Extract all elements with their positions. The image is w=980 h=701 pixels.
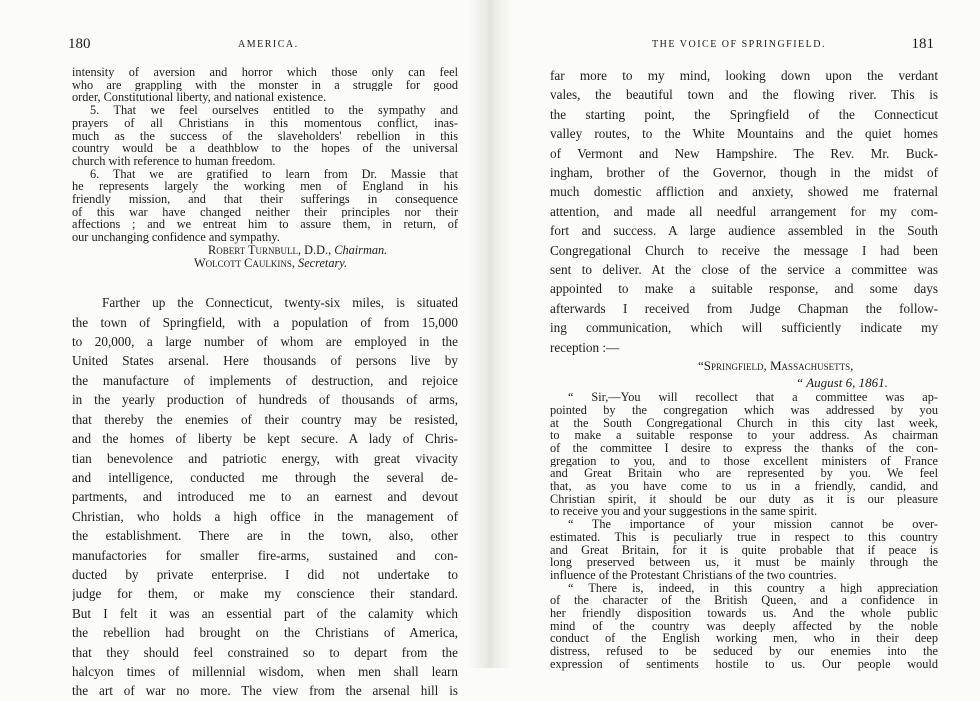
- text-line: in the yearly production of hundreds of thousands of arms,: [72, 392, 458, 408]
- text-line: he represents largely the working men of England in his: [72, 180, 458, 194]
- dateline-place-text: “Springfield, Massachusetts,: [698, 358, 854, 374]
- text-line: our unchanging confidence and sympathy.: [72, 231, 280, 244]
- text-line: prayers of all Christians in this momentous conflict, inas-: [72, 116, 458, 130]
- section-gap: [72, 269, 458, 293]
- text-line: the town of Springfield, with a population of from 15,000: [72, 314, 458, 330]
- text-line: intensity of aversion and horror which those only can feel: [72, 66, 458, 79]
- text-line: halcyon times of millennial wisdom, when men shall learn: [72, 663, 458, 679]
- text-line: influence of the Protestant Christians of the two countries.: [550, 568, 837, 582]
- right-page-number: 181: [911, 36, 934, 52]
- text-line: Christian, who holds a high office in the management of: [72, 508, 458, 524]
- text-line: United States arsenal. Here thousands of persons live by: [72, 353, 458, 369]
- text-line: appointed to make a suitable response, and some days: [550, 281, 938, 297]
- text-line: of this war have changed neither their principles nor their: [72, 205, 458, 219]
- text-line: fort and success. A large audience assembled in the South: [550, 223, 938, 239]
- text-line: “ There is, indeed, in this country a high appreciation: [568, 581, 938, 595]
- right-page-header: [550, 36, 938, 56]
- text-line: at the South Congregational Church in this city last week,: [550, 416, 938, 430]
- chairman-name: Robert Turnbull: [208, 242, 299, 257]
- text-line: vales, the beautiful town and the flowing river. This is: [550, 87, 938, 103]
- text-line: Farther up the Connecticut, twenty-six miles, is situated: [102, 295, 458, 311]
- text-line: distress, refused to be seduced by our enemies into the: [550, 645, 938, 658]
- text-line: of Vermont and New Hampshire. The Rev. Mr. Buck-: [550, 145, 938, 161]
- text-line: who are grappling with the monster in a struggle for good: [72, 78, 458, 92]
- text-line: “ Sir,—You will recollect that a committee was ap-: [568, 391, 938, 404]
- text-line: to receive you and your suggestions in the same spirit.: [550, 505, 818, 519]
- text-line: and the homes of liberty be kept secure. A lady of Chris-: [72, 431, 458, 447]
- text-line: to make a suitable response to your address. As chairman: [550, 429, 938, 442]
- text-line: ducted by private enterprise. I did not undertake to: [72, 566, 458, 582]
- text-line: attention, and made all needful arrangement for my com-: [550, 203, 938, 219]
- letter-text: [550, 391, 938, 670]
- text-line: and Great Britain, for it is quite probable that if peace is: [550, 543, 938, 557]
- text-line: ingham, brother of the Governor, though in the midst of: [550, 165, 938, 181]
- text-line: to 20,000, a large number of whom are employed in the: [72, 334, 458, 350]
- letter-dateline-place: [550, 357, 938, 374]
- text-line: the manufacture of implements of destruction, and rejoice: [72, 372, 458, 388]
- text-line: partments, and introduced me to an earnest and devout: [72, 489, 458, 505]
- text-line: judge for them, or make my conscience their standard.: [72, 586, 458, 602]
- text-line: her friendly disposition towards us. And the whole public: [550, 607, 938, 620]
- text-line: and Great Britain who are represented by you. We feel: [550, 467, 938, 481]
- right-running-title: THE VOICE OF SPRINGFIELD.: [652, 39, 826, 50]
- text-line: that thereby the enemies of their country may be resisted,: [72, 411, 458, 427]
- text-line: pointed by the congregation which was addressed by you: [550, 403, 938, 417]
- text-line: “ The importance of your mission cannot be over-: [568, 518, 938, 531]
- text-line: affections ; and we entreat him to assure them, in return, of: [72, 218, 458, 232]
- text-line: the establishment. There are in the town, also, other: [72, 528, 458, 544]
- text-line: conduct of the English working men, who in their deep: [550, 632, 938, 646]
- text-line: But I felt it was an essential part of the calamity which: [72, 605, 458, 621]
- letter-dateline-date: “ August 6, 1861.: [796, 375, 888, 391]
- text-line: church with reference to human freedom.: [72, 154, 276, 168]
- text-line: friendly mission, and that their sufferings in consequence: [72, 193, 458, 206]
- chairman-degree: , D.D.,: [298, 242, 335, 257]
- text-line: of the character of the British Queen, and a confidence in: [550, 594, 938, 608]
- text-line: afterwards I received from Judge Chapman the follow-: [550, 300, 938, 316]
- right-page-body: [550, 66, 938, 671]
- text-line: estimated. This is peculiarly true in respect to this country: [550, 530, 938, 544]
- left-running-title: AMERICA.: [238, 39, 299, 50]
- text-line: ing communication, which will sufficiently indicate my: [550, 320, 938, 336]
- text-line: country would be a deathblow to the hopes of the universal: [72, 142, 458, 155]
- left-page-body: [72, 66, 458, 701]
- text-line: gregation to you, and to those excellent ministers of France: [550, 454, 938, 468]
- text-line: Congregational Church to receive the message I had been: [550, 242, 938, 258]
- text-line: long preserved between us, it must be mainly through the: [550, 556, 938, 569]
- text-line: tian benevolence and patriotic energy, with great vivacity: [72, 450, 458, 466]
- text-line: that they should feel constrained so to depart from the: [72, 644, 458, 660]
- text-line: the art of war no more. The view from the arsenal hill is: [72, 683, 458, 699]
- text-line: mind of the country was deeply affected by the noble: [550, 619, 938, 633]
- text-line: much as the success of the slaveholders' rebellion in this: [72, 129, 458, 143]
- secretary-name: Wolcott Caulkins: [194, 255, 292, 270]
- resolution-text: [72, 66, 458, 269]
- text-line: the rebellion had brought on the Christians of America,: [72, 625, 458, 641]
- text-line: Christian spirit, it should be our duty as it is our pleasure: [550, 492, 938, 506]
- right-narrative: [550, 66, 938, 357]
- text-line: valley routes, to the White Mountains and the quiet homes: [550, 126, 938, 142]
- left-page-header: [68, 36, 458, 56]
- text-line: that, as you have come to us in a friendly, candid, and: [550, 480, 938, 493]
- text-line: 5. That we feel ourselves entitled to the sympathy and: [90, 104, 458, 117]
- text-line: the starting point, the Springfield of the Connecticut: [550, 106, 938, 122]
- chairman-role: Chairman.: [334, 242, 388, 257]
- text-line: 6. That we are gratified to learn from Dr. Massie that: [90, 167, 458, 181]
- signature-secretary: Wolcott Caulkins, Secretary.: [194, 255, 348, 270]
- book-gutter: [468, 0, 512, 668]
- text-line: of the committee I desire to express the thanks of the con-: [550, 441, 938, 455]
- left-page-number: 180: [68, 36, 91, 52]
- secretary-role: Secretary.: [298, 255, 348, 270]
- text-line: expression of sentiments hostile to us. Our people would: [550, 657, 938, 671]
- text-line: and intelligence, conducted me through the several de-: [72, 469, 458, 485]
- text-line: much domestic affliction and anxiety, showed me fraternal: [550, 184, 938, 200]
- left-narrative: [72, 293, 458, 701]
- text-line: manufactories for smaller fire-arms, sustained and con-: [72, 547, 458, 563]
- text-line: far more to my mind, looking down upon the verdant: [550, 68, 938, 83]
- text-line: sent to deliver. At the close of the service a committee was: [550, 262, 938, 278]
- text-line: reception :—: [550, 339, 620, 355]
- text-line: order, Constitutional liberty, and national existence.: [72, 91, 327, 105]
